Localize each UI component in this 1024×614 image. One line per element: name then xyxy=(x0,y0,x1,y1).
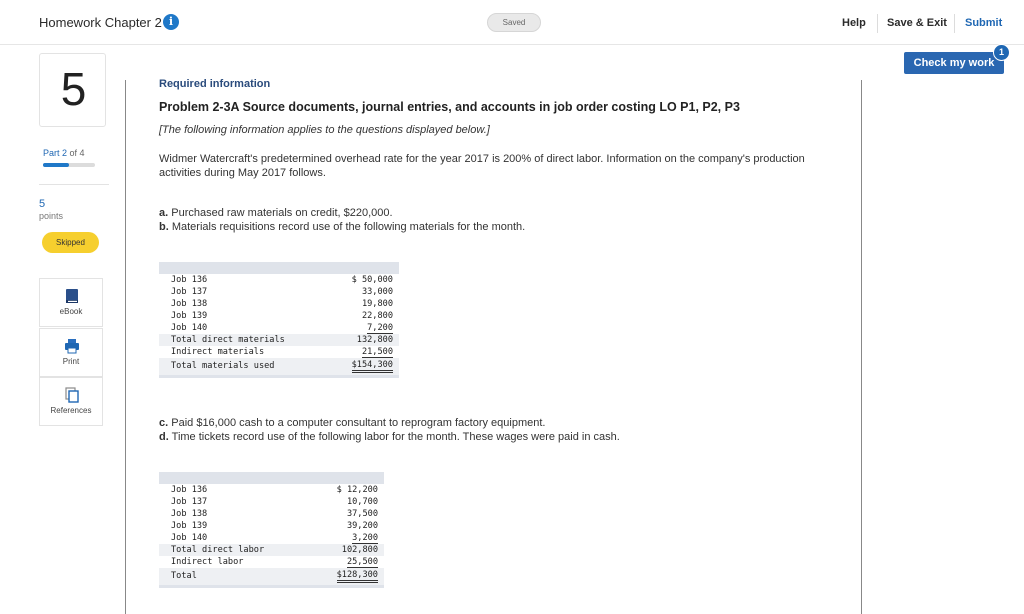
item-d-text: Time tickets record use of the following labor for the month. These wages were paid in cash. xyxy=(171,431,620,443)
row-label: Job 140 xyxy=(171,533,208,543)
item-c-letter: c. xyxy=(159,417,169,429)
row-value: $128,300 xyxy=(337,568,378,583)
table-row xyxy=(159,496,384,508)
item-a xyxy=(159,207,393,219)
row-value: 37,500 xyxy=(346,509,378,519)
print-label: Print xyxy=(62,357,80,366)
references-icon xyxy=(64,387,80,403)
table-header xyxy=(159,472,384,484)
table-row xyxy=(159,322,399,334)
table-row xyxy=(159,484,384,496)
row-label: Total direct materials xyxy=(171,335,285,345)
item-b xyxy=(159,221,525,233)
table-row xyxy=(159,286,399,298)
row-label: Job 139 xyxy=(171,521,208,531)
row-value: 22,800 xyxy=(361,311,393,321)
applies-note: [The following information applies to the questions displayed below.] xyxy=(159,124,490,136)
table-footer xyxy=(159,585,384,588)
materials-table xyxy=(159,262,399,378)
printer-icon xyxy=(64,338,80,354)
table-row xyxy=(159,346,399,358)
table-row xyxy=(159,334,399,346)
header-divider xyxy=(954,14,955,33)
row-value: $154,300 xyxy=(352,358,393,373)
part-of-label: of 4 xyxy=(69,148,85,158)
header-divider xyxy=(877,14,878,33)
row-value: 21,500 xyxy=(361,347,393,357)
check-work-count-badge: 1 xyxy=(993,44,1010,61)
references-label: References xyxy=(50,406,92,415)
table-row xyxy=(159,298,399,310)
points-value: 5 xyxy=(39,198,46,210)
item-a-text: Purchased raw materials on credit, $220,000. xyxy=(171,207,393,219)
item-d xyxy=(159,431,620,443)
print-button[interactable] xyxy=(39,328,103,377)
table-row xyxy=(159,532,384,544)
row-value: 132,800 xyxy=(356,335,393,345)
table-row xyxy=(159,556,384,568)
question-number: 5 xyxy=(60,63,87,115)
table-row xyxy=(159,568,384,585)
row-value: 102,800 xyxy=(341,545,378,555)
intro-paragraph: Widmer Watercraft's predetermined overhead rate for the year 2017 is 200% of direct labor. Information on the company's production activities during May 2017 follows. xyxy=(159,153,805,179)
row-value: 19,800 xyxy=(361,299,393,309)
content-right-border xyxy=(861,80,862,614)
table-row xyxy=(159,310,399,322)
item-d-letter: d. xyxy=(159,431,169,443)
row-label: Indirect materials xyxy=(171,347,265,357)
help-link[interactable]: Help xyxy=(842,17,866,29)
assignment-title: Homework Chapter 2 xyxy=(39,15,162,30)
check-my-work-button[interactable]: Check my work xyxy=(904,52,1004,74)
ebook-button[interactable] xyxy=(39,278,103,327)
ebook-label: eBook xyxy=(59,307,83,316)
table-row xyxy=(159,274,399,286)
book-icon xyxy=(64,288,80,304)
row-value: 3,200 xyxy=(352,533,378,543)
row-label: Total materials used xyxy=(171,361,275,371)
row-label: Total xyxy=(171,571,197,581)
row-label: Job 136 xyxy=(171,275,208,285)
item-a-letter: a. xyxy=(159,207,169,219)
row-value: 39,200 xyxy=(346,521,378,531)
skipped-badge: Skipped xyxy=(42,232,99,253)
row-label: Job 139 xyxy=(171,311,208,321)
row-label: Total direct labor xyxy=(171,545,265,555)
table-row xyxy=(159,508,384,520)
table-row xyxy=(159,358,399,375)
row-value: $ 50,000 xyxy=(351,275,393,285)
item-c xyxy=(159,417,545,429)
required-information-heading: Required information xyxy=(159,78,271,90)
points-label: points xyxy=(39,211,64,221)
part-indicator xyxy=(43,148,85,158)
table-footer xyxy=(159,375,399,378)
row-label: Job 138 xyxy=(171,299,208,309)
saved-status-badge: Saved xyxy=(487,13,541,32)
row-label: Job 138 xyxy=(171,509,208,519)
table-header xyxy=(159,262,399,274)
part-progress-bar xyxy=(43,163,95,167)
row-value: 7,200 xyxy=(367,323,393,333)
item-c-text: Paid $16,000 cash to a computer consultant to reprogram factory equipment. xyxy=(171,417,546,429)
save-exit-link[interactable]: Save & Exit xyxy=(887,17,947,29)
info-icon[interactable]: i xyxy=(163,14,179,30)
row-label: Job 136 xyxy=(171,485,208,495)
row-value: 10,700 xyxy=(346,497,378,507)
row-label: Job 137 xyxy=(171,497,208,507)
table-row xyxy=(159,544,384,556)
item-b-text: Materials requisitions record use of the following materials for the month. xyxy=(171,221,526,233)
submit-link[interactable]: Submit xyxy=(965,17,1003,29)
row-label: Indirect labor xyxy=(171,557,244,567)
problem-title: Problem 2-3A Source documents, journal entries, and accounts in job order costing LO P1, P2, P3 xyxy=(159,100,740,114)
references-button[interactable] xyxy=(39,377,103,426)
part-progress-fill xyxy=(43,163,69,167)
item-b-letter: b. xyxy=(159,221,169,233)
top-bar xyxy=(0,0,1024,45)
row-value: 33,000 xyxy=(361,287,393,297)
row-label: Job 140 xyxy=(171,323,208,333)
row-label: Job 137 xyxy=(171,287,208,297)
labor-table xyxy=(159,472,384,588)
sidebar-divider xyxy=(39,184,109,185)
question-number-box xyxy=(39,53,106,127)
row-value: $ 12,200 xyxy=(336,485,378,495)
part-label: Part 2 xyxy=(43,148,68,158)
content-left-border xyxy=(125,80,126,614)
row-value: 25,500 xyxy=(346,557,378,567)
table-row xyxy=(159,520,384,532)
